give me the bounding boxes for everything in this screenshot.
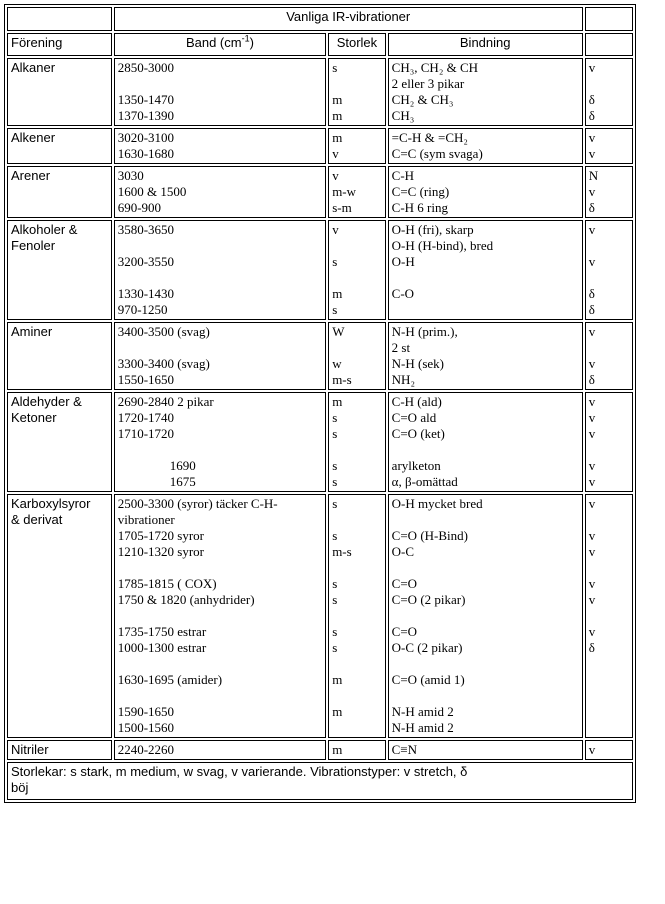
band-value — [118, 76, 322, 92]
vib-value — [589, 560, 629, 576]
band-value: 970-1250 — [117, 302, 168, 317]
vib-value: v — [588, 130, 596, 145]
vib-value — [589, 270, 629, 286]
compound-cell — [7, 322, 112, 390]
header-band-label: Band (cm — [185, 35, 242, 50]
bond-value — [392, 512, 579, 528]
vib-value — [589, 512, 629, 528]
compound-name: Alkaner — [11, 60, 56, 75]
vib-value — [589, 656, 629, 672]
size-cell — [328, 322, 385, 390]
size-value: s — [332, 458, 338, 473]
vib-value: v — [588, 742, 596, 757]
band-value: 1735-1750 estrar — [117, 624, 207, 639]
bond-cell — [388, 740, 583, 760]
ir-vibration-table — [4, 4, 636, 803]
band-value — [118, 656, 322, 672]
band-cell — [114, 220, 326, 320]
size-value — [332, 720, 381, 736]
size-value — [332, 560, 381, 576]
size-value — [332, 608, 381, 624]
vib-value: δ — [588, 302, 595, 317]
table-row — [7, 494, 633, 738]
bond-value: C-H — [391, 168, 415, 183]
bond-value: C=O (H-Bind) — [391, 528, 468, 543]
size-value: m-s — [332, 372, 352, 387]
size-value: m — [332, 130, 343, 145]
band-value: 2240-2260 — [117, 742, 175, 757]
vib-value — [589, 672, 629, 688]
band-cell — [114, 392, 326, 492]
band-value — [118, 608, 322, 624]
band-value: 3030 — [117, 168, 144, 183]
size-value — [332, 656, 381, 672]
band-value: 1720-1740 — [117, 410, 175, 425]
band-value: 1690 — [169, 458, 196, 473]
band-value: 1785-1815 ( COX) — [117, 576, 217, 591]
bond-value — [392, 688, 579, 704]
table-row — [7, 128, 633, 164]
size-value: m — [332, 286, 343, 301]
size-value: m-w — [332, 184, 357, 199]
compound-name: Alkener — [11, 130, 56, 145]
vib-value — [589, 704, 629, 720]
compound-cell — [7, 740, 112, 760]
compound-name: Aminer — [11, 324, 53, 339]
vib-value: v — [588, 184, 596, 199]
header-band-close: ) — [249, 35, 254, 50]
size-cell — [328, 494, 385, 738]
table-row — [7, 740, 633, 760]
vib-value: v — [588, 356, 596, 371]
compound-name: Karboxylsyror — [11, 496, 91, 511]
band-value: 1750 & 1820 (anhydrider) — [117, 592, 255, 607]
compound-cell — [7, 58, 112, 126]
band-value: 1590-1650 — [117, 704, 175, 719]
band-value: 1330-1430 — [117, 286, 175, 301]
vib-value: δ — [588, 372, 595, 387]
page — [4, 4, 636, 803]
compound-name: Ketoner — [11, 410, 57, 425]
header-size: Storlek — [328, 33, 385, 56]
bond-value: C=O (ket) — [391, 426, 445, 441]
compound-name: Arener — [11, 168, 51, 183]
size-value — [332, 512, 381, 528]
band-value: 1350-1470 — [117, 92, 175, 107]
size-value: m — [332, 672, 343, 687]
vib-value: δ — [588, 286, 595, 301]
bond-value: C≡N — [391, 742, 418, 757]
header-band — [114, 33, 326, 56]
vib-value: N — [588, 168, 599, 183]
size-value: s — [332, 640, 338, 655]
band-value: 1000-1300 estrar — [117, 640, 207, 655]
bond-value — [392, 608, 579, 624]
band-value: 1630-1680 — [117, 146, 175, 161]
bond-value: NH₂ — [391, 372, 415, 387]
compound-name: Fenoler — [11, 238, 56, 253]
compound-cell — [7, 220, 112, 320]
vib-value: δ — [588, 200, 595, 215]
bond-value — [392, 560, 579, 576]
bond-value: O-C — [391, 544, 415, 559]
bond-value: C=C (sym svaga) — [391, 146, 483, 161]
size-value: s — [332, 254, 338, 269]
vib-value — [589, 442, 629, 458]
band-value: 3400-3500 (svag) — [117, 324, 210, 339]
compound-name: Alkoholer & — [11, 222, 78, 237]
vibration-cell — [585, 392, 633, 492]
size-value: W — [332, 324, 345, 339]
vib-value: δ — [588, 640, 595, 655]
vib-value: v — [588, 222, 596, 237]
vibration-cell — [585, 58, 633, 126]
vib-value — [589, 238, 629, 254]
band-value: 3300-3400 (svag) — [117, 356, 210, 371]
band-value: 1710-1720 — [117, 426, 175, 441]
vib-value: v — [588, 458, 596, 473]
bond-value: 2 st — [391, 340, 411, 355]
vibration-cell — [585, 322, 633, 390]
size-value: s — [332, 528, 338, 543]
vib-value: v — [588, 592, 596, 607]
size-cell — [328, 128, 385, 164]
bond-value: CH₂ & CH₃ — [391, 92, 454, 107]
band-value: 1370-1390 — [117, 108, 175, 123]
table-row — [7, 392, 633, 492]
bond-value: CH₃, CH₂ & CH — [391, 60, 479, 75]
vib-value: v — [588, 60, 596, 75]
vib-value: v — [588, 324, 596, 339]
footer-line-1: Storlekar: s stark, m medium, w svag, v varierande. Vibrationstyper: v stretch, δ — [11, 764, 468, 779]
band-value — [118, 270, 322, 286]
bond-value: C=O (amid 1) — [391, 672, 465, 687]
band-cell — [114, 166, 326, 218]
bond-value: C=O (2 pikar) — [391, 592, 466, 607]
vib-value — [589, 76, 629, 92]
bond-value: C-H (ald) — [391, 394, 442, 409]
bond-value — [392, 270, 579, 286]
band-value: 1705-1720 syror — [117, 528, 204, 543]
bond-value: N-H (sek) — [391, 356, 445, 371]
size-value: s — [332, 410, 338, 425]
band-cell — [114, 58, 326, 126]
band-value — [118, 340, 322, 356]
band-value: 1630-1695 (amider) — [117, 672, 223, 687]
band-value — [118, 238, 322, 254]
vib-value — [589, 608, 629, 624]
vib-value: v — [588, 624, 596, 639]
compound-name: Nitriler — [11, 742, 49, 757]
table-row — [7, 220, 633, 320]
size-value: s — [332, 592, 338, 607]
bond-value: C=O ald — [391, 410, 437, 425]
vib-value: v — [588, 146, 596, 161]
band-value — [118, 442, 322, 458]
bond-value: arylketon — [391, 458, 441, 473]
bond-cell — [388, 220, 583, 320]
bond-value — [392, 302, 579, 318]
size-cell — [328, 166, 385, 218]
size-value: s — [332, 426, 338, 441]
bond-value: N-H (prim.), — [391, 324, 458, 339]
bond-value: O-H — [391, 254, 415, 269]
bond-value: C=C (ring) — [391, 184, 450, 199]
compound-cell — [7, 392, 112, 492]
band-value: 2500-3300 (syror) täcker C-H- — [117, 496, 278, 511]
compound-cell — [7, 128, 112, 164]
bond-value: C-O — [391, 286, 415, 301]
bond-value: N-H amid 2 — [391, 704, 454, 719]
size-value: s — [332, 576, 338, 591]
compound-cell — [7, 166, 112, 218]
vibration-cell — [585, 494, 633, 738]
vib-value: v — [588, 576, 596, 591]
vib-value — [589, 340, 629, 356]
title-spacer-right — [585, 7, 633, 31]
size-value: v — [332, 168, 339, 183]
size-cell — [328, 392, 385, 492]
size-value: s — [332, 496, 338, 511]
size-value — [332, 270, 381, 286]
size-value: m — [332, 92, 343, 107]
bond-value — [392, 442, 579, 458]
header-band-exponent: -1 — [241, 33, 250, 44]
table-row — [7, 166, 633, 218]
header-compound: Förening — [7, 33, 112, 56]
bond-value: α, β-omättad — [391, 474, 458, 489]
vib-value: v — [588, 496, 596, 511]
size-value: m — [332, 704, 343, 719]
vib-value — [589, 688, 629, 704]
size-value: s — [332, 60, 338, 75]
bond-value: O-H (H-bind), bred — [391, 238, 494, 253]
size-cell — [328, 740, 385, 760]
table-row — [7, 322, 633, 390]
size-value — [332, 688, 381, 704]
size-value: w — [332, 356, 342, 371]
compound-name: & derivat — [11, 512, 63, 527]
band-cell — [114, 128, 326, 164]
band-value: 1600 & 1500 — [117, 184, 187, 199]
vib-value: v — [588, 528, 596, 543]
title-spacer-left — [7, 7, 112, 31]
band-value: 1500-1560 — [117, 720, 175, 735]
size-value — [332, 442, 381, 458]
compound-cell — [7, 494, 112, 738]
footer-line-2: böj — [11, 780, 29, 795]
footer-legend — [7, 762, 633, 800]
size-value: s — [332, 474, 338, 489]
table-row — [7, 58, 633, 126]
vib-value: v — [588, 410, 596, 425]
band-value: 3200-3550 — [117, 254, 175, 269]
vibration-cell — [585, 128, 633, 164]
size-value: m — [332, 394, 343, 409]
bond-value: C-H 6 ring — [391, 200, 449, 215]
band-value: 1675 — [169, 474, 196, 489]
size-value: v — [332, 222, 339, 237]
vibration-cell — [585, 166, 633, 218]
bond-value: C=O — [391, 624, 418, 639]
band-cell — [114, 740, 326, 760]
band-cell — [114, 322, 326, 390]
vib-value: v — [588, 254, 596, 269]
size-value — [332, 238, 381, 254]
compound-name: Aldehyder & — [11, 394, 82, 409]
size-value: s-m — [332, 200, 352, 215]
size-cell — [328, 58, 385, 126]
size-value — [332, 76, 381, 92]
vib-value: v — [588, 426, 596, 441]
vib-value: δ — [588, 92, 595, 107]
bond-cell — [388, 128, 583, 164]
bond-cell — [388, 322, 583, 390]
bond-value: O-C (2 pikar) — [391, 640, 463, 655]
bond-value: O-H mycket bred — [391, 496, 483, 511]
vib-value: v — [588, 474, 596, 489]
band-cell — [114, 494, 326, 738]
vib-value: v — [588, 394, 596, 409]
bond-value: O-H (fri), skarp — [391, 222, 474, 237]
bond-value: 2 eller 3 pikar — [391, 76, 465, 91]
bond-cell — [388, 494, 583, 738]
size-value: m-s — [332, 544, 352, 559]
table-title: Vanliga IR-vibrationer — [114, 7, 583, 31]
bond-value: CH₃ — [391, 108, 415, 123]
size-value — [332, 340, 381, 356]
header-vibration — [585, 33, 633, 56]
band-value: vibrationer — [117, 512, 175, 527]
vibration-cell — [585, 740, 633, 760]
band-value — [118, 560, 322, 576]
bond-cell — [388, 166, 583, 218]
band-value: 2850-3000 — [117, 60, 175, 75]
size-value: m — [332, 108, 343, 123]
band-value — [118, 688, 322, 704]
bond-value: N-H amid 2 — [391, 720, 454, 735]
bond-value: C=O — [391, 576, 418, 591]
vibration-cell — [585, 220, 633, 320]
band-value: 1210-1320 syror — [117, 544, 204, 559]
band-value: 690-900 — [117, 200, 162, 215]
vib-value — [589, 720, 629, 736]
size-value: m — [332, 742, 343, 757]
bond-cell — [388, 392, 583, 492]
size-cell — [328, 220, 385, 320]
size-value: s — [332, 624, 338, 639]
bond-value — [392, 656, 579, 672]
band-value: 1550-1650 — [117, 372, 175, 387]
band-value: 3580-3650 — [117, 222, 175, 237]
vib-value: δ — [588, 108, 595, 123]
bond-value: =C-H & =CH₂ — [391, 130, 468, 145]
size-value: s — [332, 302, 338, 317]
bond-cell — [388, 58, 583, 126]
band-value: 2690-2840 2 pikar — [117, 394, 214, 409]
header-bond: Bindning — [388, 33, 583, 56]
band-value: 3020-3100 — [117, 130, 175, 145]
size-value: v — [332, 146, 339, 161]
vib-value: v — [588, 544, 596, 559]
